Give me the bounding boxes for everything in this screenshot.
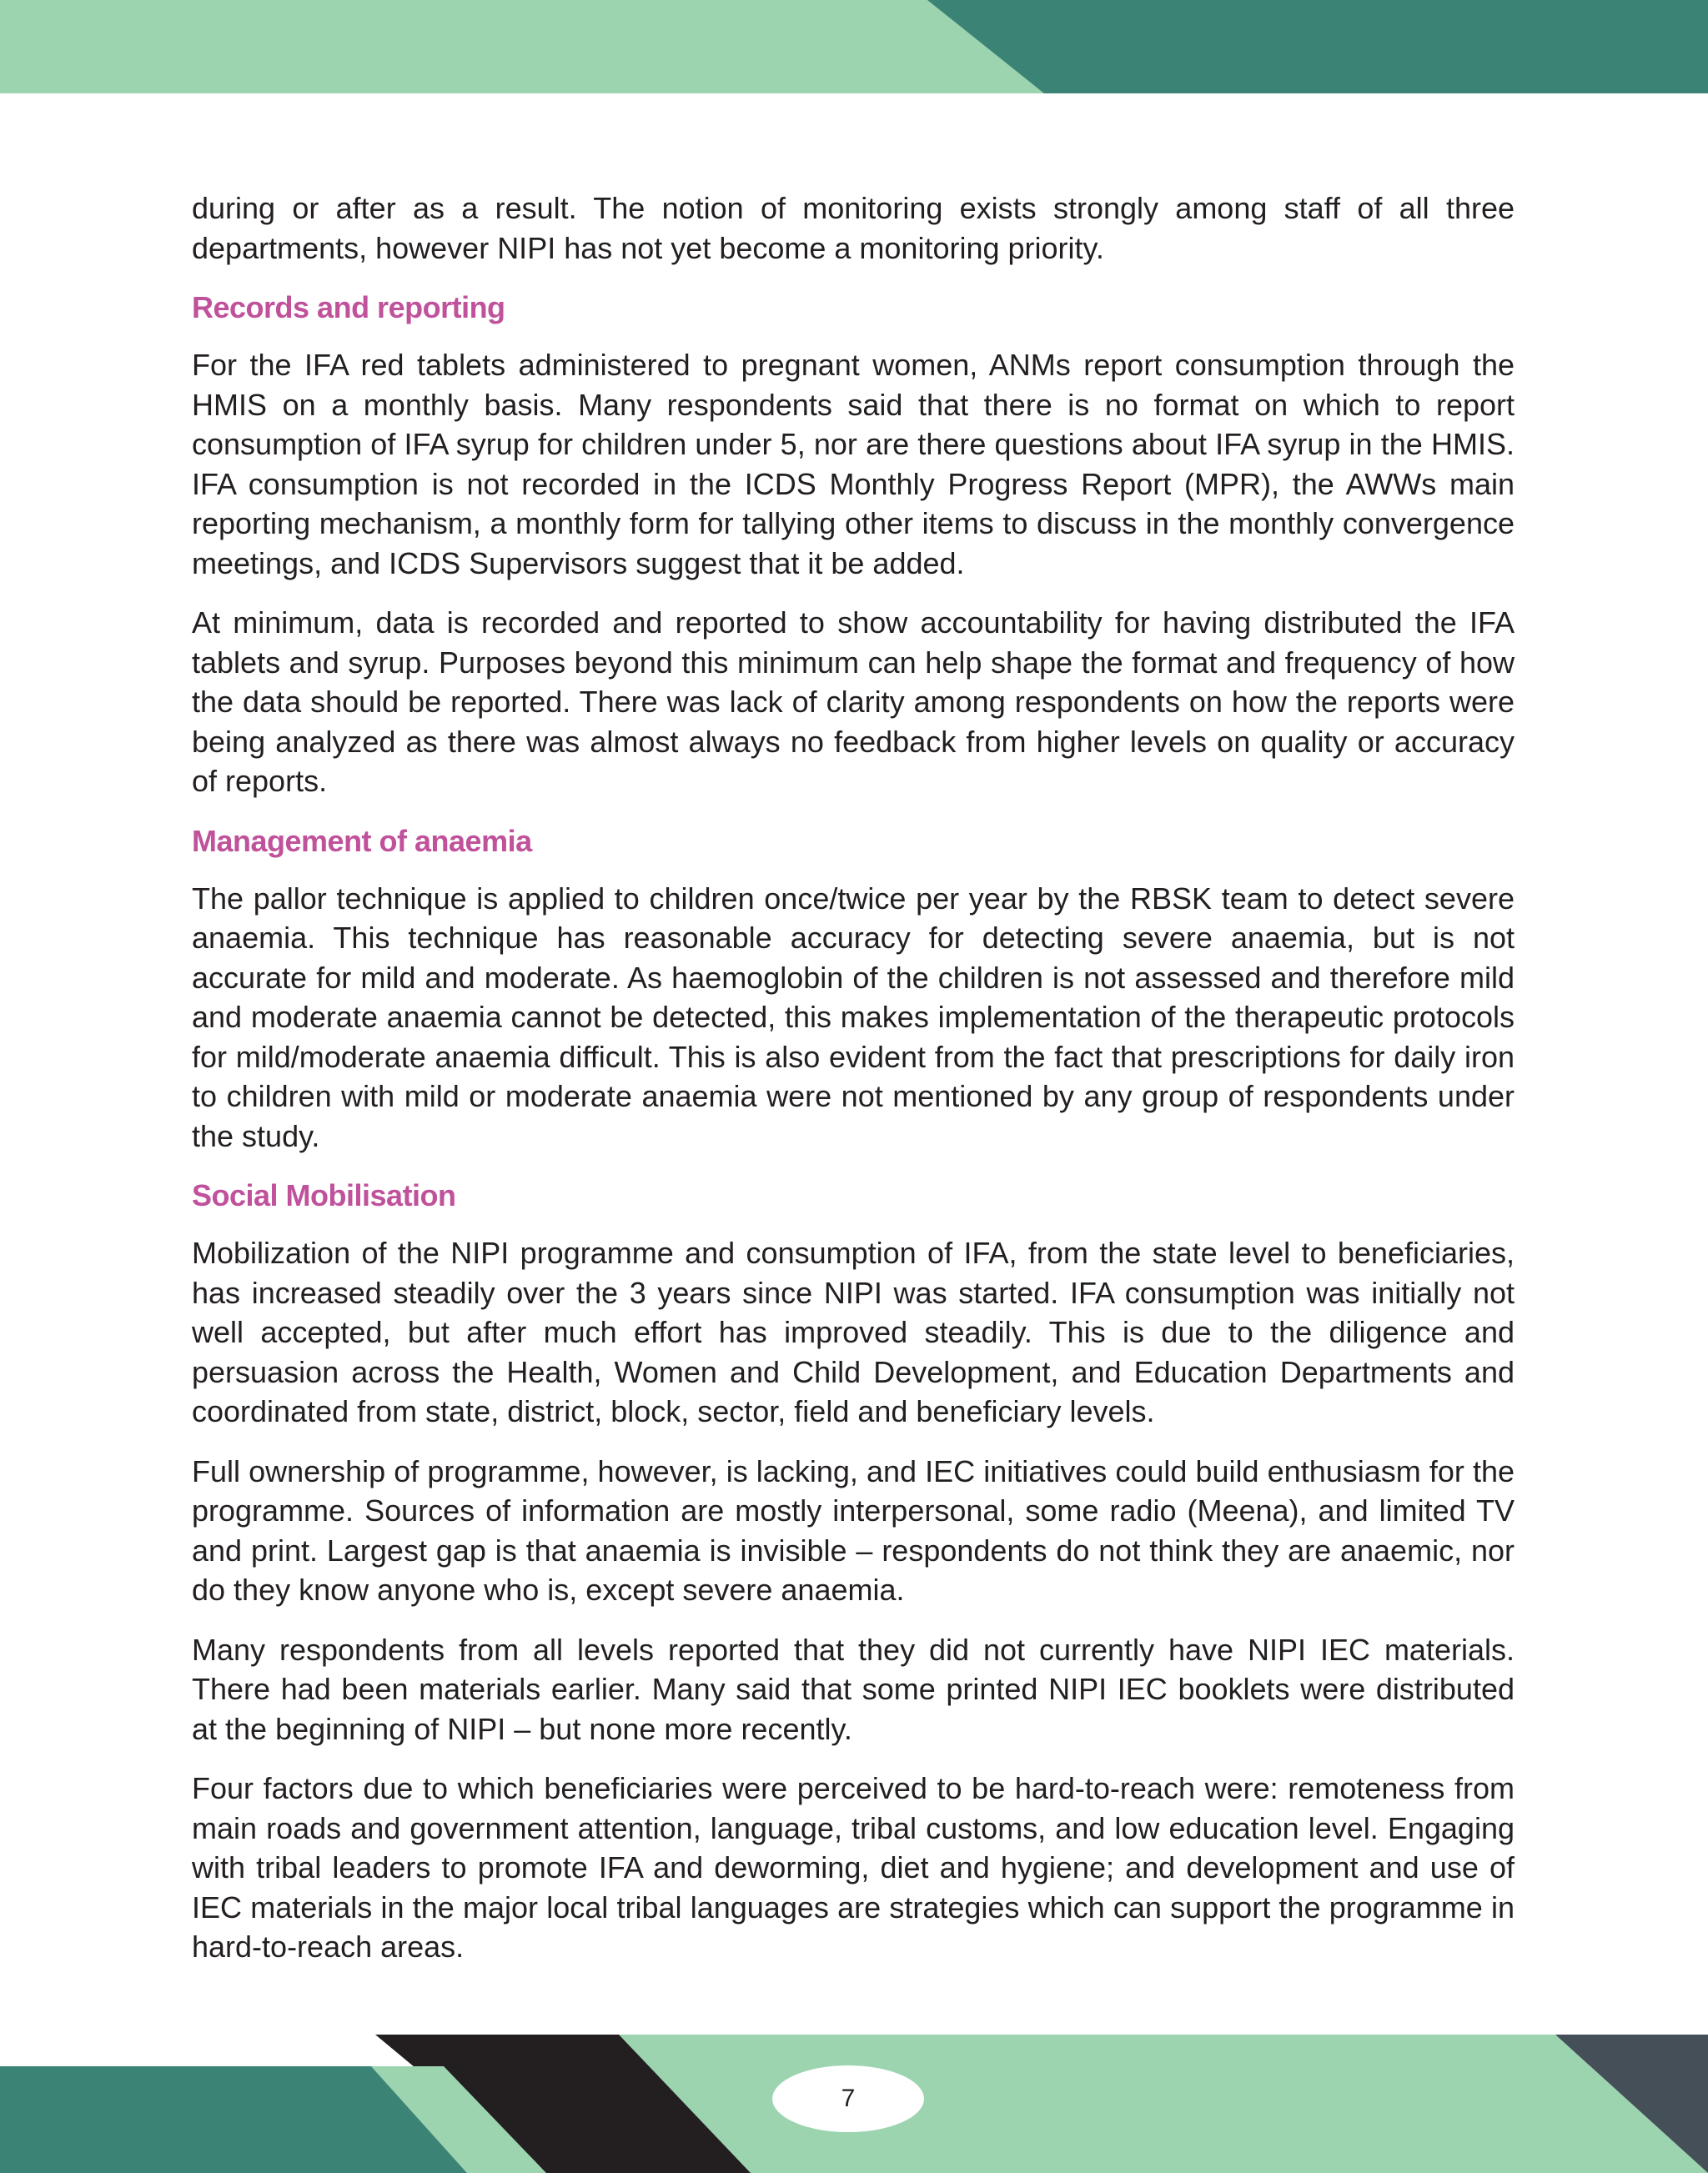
mobilisation-paragraph-2: Full ownership of programme, however, is lacking, and IEC initiatives could build enthusiasm for the programme. Sources of information are mostly interpersonal, some radio (Meena), and limited TV and print. Largest gap is that anaemia is invisible – respondents do not think they are anaemic, nor do they know anyone who is, except severe anaemia. <box>192 1453 1515 1607</box>
anaemia-paragraph-1: The pallor technique is applied to children once/twice per year by the RBSK team to detect severe anaemia. This technique has reasonable accuracy for detecting severe anaemia, but is not accurate for mild and moderate. As haemoglobin of the children is not assessed and therefore mild and moderate anaemia cannot be detected, this makes implementation of the therapeutic protocols for mild/moderate anaemia difficult. This is also evident from the fact that prescriptions for daily iron to children with mild or moderate anaemia were not mentioned by any group of respondents under the study. <box>192 881 1515 1153</box>
mobilisation-paragraph-4: Four factors due to which beneficiaries were perceived to be hard-to-reach were: remoteness from main roads and government attention, language, tribal customs, and low education level. Engaging with tribal leaders to promote IFA and deworming, diet and hygiene; and development and use of IEC materials in the major local tribal languages are strategies which can support the programme in hard-to-reach areas. <box>192 1771 1515 1964</box>
page-body <box>192 188 1515 1987</box>
page-number: 7 <box>841 2085 856 2112</box>
mobilisation-paragraph-3: Many respondents from all levels reported that they did not currently have NIPI IEC materials. There had been materials earlier. Many said that some printed NIPI IEC booklets were distributed at the beginning of NIPI – but none more recently. <box>192 1632 1515 1746</box>
records-paragraph-2: At minimum, data is recorded and reported to show accountability for having distributed the IFA tablets and syrup. Purposes beyond this minimum can help shape the format and frequency of how the data should be reported. There was lack of clarity among respondents on how the reports were being analyzed as there was almost always no feedback from higher levels on quality or accuracy of reports. <box>192 605 1515 798</box>
heading-records-and-reporting: Records and reporting <box>192 290 505 324</box>
heading-management-of-anaemia: Management of anaemia <box>192 823 532 858</box>
intro-paragraph: during or after as a result. The notion of monitoring exists strongly among staff of all three departments, however NIPI has not yet become a monitoring priority. <box>192 191 1515 265</box>
page-number-badge <box>772 2065 924 2132</box>
header-band-dark <box>927 0 1708 93</box>
heading-social-mobilisation: Social Mobilisation <box>192 1178 456 1212</box>
records-paragraph-1: For the IFA red tablets administered to pregnant women, ANMs report consumption through the HMIS on a monthly basis. Many respondents said that there is no format on which to report consumption of IFA syrup for children under 5, nor are there questions about IFA syrup in the HMIS. IFA consumption is not recorded in the ICDS Monthly Progress Report (MPR), the AWWs main reporting mechanism, a monthly form for tallying other items to discuss in the monthly convergence meetings, and ICDS Supervisors suggest that it be added. <box>192 348 1515 580</box>
header-decorative-band <box>0 0 1708 93</box>
mobilisation-paragraph-1: Mobilization of the NIPI programme and consumption of IFA, from the state level to beneficiaries, has increased steadily over the 3 years since NIPI was started. IFA consumption was initially not well accepted, but after much effort has improved steadily. This is due to the diligence and persuasion across the Health, Women and Child Development, and Education Departments and coordinated from state, district, block, sector, field and beneficiary levels. <box>192 1236 1515 1428</box>
